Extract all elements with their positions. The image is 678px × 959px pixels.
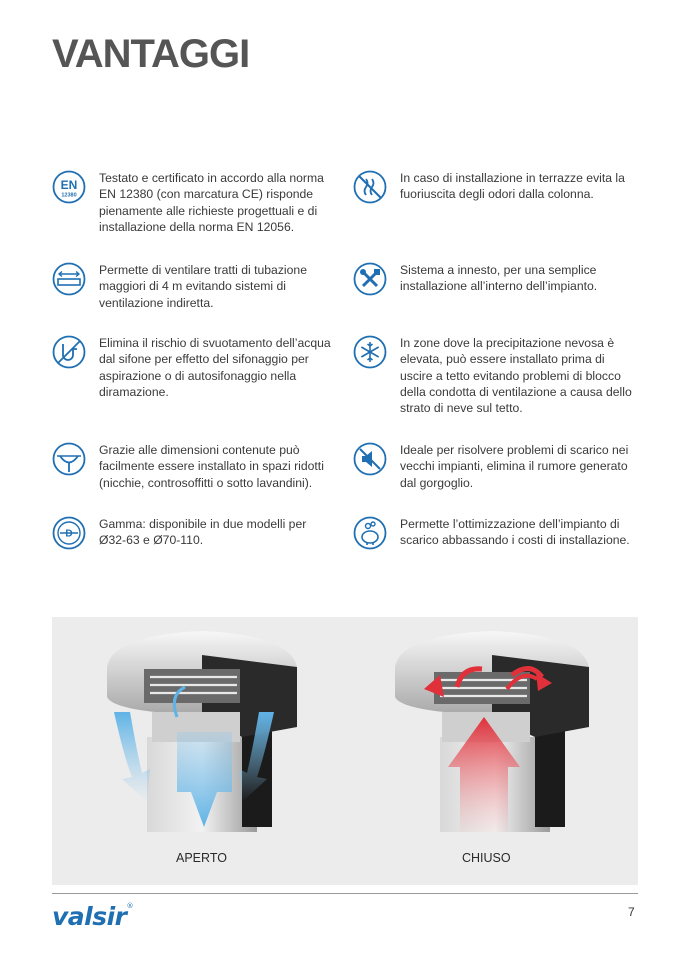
feature-pipe-length <box>52 262 342 311</box>
valve-closed <box>395 631 589 832</box>
feature-text: Testato e certificato in accordo alla norma EN 12380 (con marcatura CE) risponde pienamente alle richieste progettuali e di installazione della norma EN 12056. <box>99 171 324 234</box>
feature-text: In caso di installazione in terrazze evita la fuoriuscita degli odori dalla colonna. <box>400 171 625 202</box>
feature-compact <box>52 442 342 491</box>
svg-text:D: D <box>65 528 73 540</box>
tools-icon <box>353 262 387 296</box>
valve-illustration-panel <box>52 617 638 885</box>
feature-text: Permette di ventilare tratti di tubazione maggiori di 4 m evitando sistemi di ventilazione indiretta. <box>99 263 307 310</box>
feature-certified <box>52 170 342 235</box>
feature-text: Sistema a innesto, per una semplice installazione all’interno dell’impianto. <box>400 263 598 294</box>
svg-text:12380: 12380 <box>61 192 77 199</box>
feature-range <box>52 516 342 550</box>
feature-tools <box>353 262 643 296</box>
no-siphon-icon <box>52 335 86 369</box>
valve-open <box>107 631 297 832</box>
feature-text: Ideale per risolvere problemi di scarico nei vecchi impianti, elimina il rumore generato dal gorgoglio. <box>400 443 629 490</box>
snowflake-icon <box>353 335 387 369</box>
pipe-length-icon <box>52 262 86 296</box>
feature-no-odor <box>353 170 643 204</box>
valsir-logo: valsir® <box>52 902 134 931</box>
en-12380-icon <box>52 170 86 204</box>
no-noise-icon <box>353 442 387 476</box>
feature-text: Elimina il rischio di svuotamento dell’acqua dal sifone per effetto del sifonaggio per aspirazione o di autosifonaggio nella diramazione. <box>99 336 331 399</box>
feature-text: Gamma: disponibile in due modelli per Ø32-63 e Ø70-110. <box>99 517 307 548</box>
page-number: 7 <box>628 905 635 919</box>
no-odor-icon <box>353 170 387 204</box>
feature-text: Grazie alle dimensioni contenute può facilmente essere installato in spazi ridotti (nicchie, controsoffitti o sotto lavandini). <box>99 443 324 490</box>
savings-icon <box>353 516 387 550</box>
closed-label: CHIUSO <box>462 851 511 865</box>
feature-savings <box>353 516 643 550</box>
svg-text:EN: EN <box>60 178 78 192</box>
range-icon <box>52 516 86 550</box>
feature-no-siphon <box>52 335 342 400</box>
feature-text: In zone dove la precipitazione nevosa è elevata, può essere installato prima di uscire a tetto evitando problemi di blocco della condotta di ventilazione a causa dello strato di neve sul tetto. <box>400 336 632 416</box>
compact-space-icon <box>52 442 86 476</box>
feature-text: Permette l’ottimizzazione dell’impianto di scarico abbassando i costi di installazione. <box>400 517 630 548</box>
footer-divider <box>52 893 638 894</box>
open-label: APERTO <box>176 851 227 865</box>
feature-snow <box>353 335 643 416</box>
feature-no-noise <box>353 442 643 491</box>
page-title: VANTAGGI <box>52 32 250 76</box>
valve-cutaway-illustrations <box>52 617 638 885</box>
